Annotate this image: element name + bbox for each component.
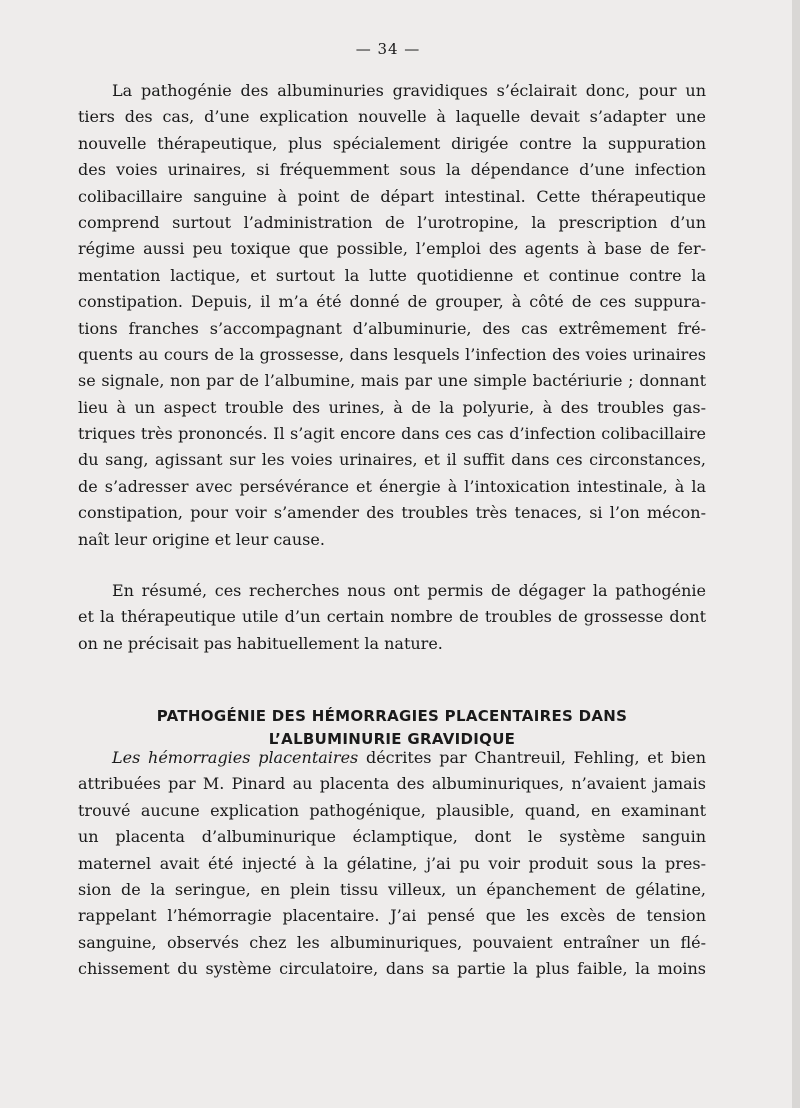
- text-line: La pathogénie des albuminuries gravidiques s’éclairait donc, pour un: [112, 81, 706, 100]
- page-number: — 34 —: [355, 40, 421, 58]
- text-line: trouvé aucune explication pathogénique, plausible, quand, en examinant: [78, 800, 706, 820]
- section-heading-line-1: PATHOGÉNIE DES HÉMORRAGIES PLACENTAIRES DANS: [156, 707, 628, 725]
- text-line: naît leur origine et leur cause.: [78, 529, 325, 549]
- paragraph-resume: [78, 578, 706, 657]
- text-line: colibacillaire sanguine à point de départ intestinal. Cette thérapeutique: [78, 186, 706, 206]
- text-line: nouvelle thérapeutique, plus spécialement dirigée contre la suppuration: [78, 133, 706, 153]
- text-line: régime aussi peu toxique que possible, l’emploi des agents à base de fer-: [78, 239, 706, 259]
- text-line: constipation, pour voir s’amender des troubles très tenaces, si l’on mécon-: [78, 503, 706, 523]
- page-edge-shadow: [792, 0, 800, 1108]
- text-line: maternel avait été injecté à la gélatine, j’ai pu voir produit sous la pres-: [78, 853, 706, 873]
- text-line: du sang, agissant sur les voies urinaires, et il suffit dans ces circonstances,: [78, 450, 706, 470]
- text-line: tiers des cas, d’une explication nouvelle à laquelle devait s’adapter une: [78, 107, 706, 127]
- text-line: sion de la seringue, en plein tissu villeux, un épanchement de gélatine,: [78, 879, 706, 899]
- text-line: comprend surtout l’administration de l’urotropine, la prescription d’un: [78, 212, 706, 232]
- text-line: rappelant l’hémorragie placentaire. J’ai pensé que les excès de tension: [78, 906, 706, 926]
- text-line: constipation. Depuis, il m’a été donné de grouper, à côté de ces suppura-: [78, 292, 706, 312]
- text-line: un placenta d’albuminurique éclamptique, dont le système sanguin: [78, 827, 706, 847]
- text-line: tions franches s’accompagnant d’albuminurie, des cas extrêmement fré-: [78, 318, 706, 338]
- text-line: chissement du système circulatoire, dans sa partie la plus faible, la moins: [78, 959, 706, 979]
- text-line: des voies urinaires, si fréquemment sous la dépendance d’une infection: [78, 160, 706, 180]
- text-line: En résumé, ces recherches nous ont permis de dégager la pathogénie: [112, 581, 706, 600]
- text-line: et la thérapeutique utile d’un certain nombre de troubles de grossesse dont: [78, 607, 706, 627]
- text-line: mentation lactique, et surtout la lutte quotidienne et continue contre la: [78, 265, 706, 285]
- text-line: de s’adresser avec persévérance et énergie à l’intoxication intestinale, à la: [78, 476, 706, 496]
- italic-phrase: Les hémorragies placentaires: [112, 748, 359, 767]
- text-line: on ne précisait pas habituellement la nature.: [78, 633, 443, 653]
- text-fragment: décrites par Chantreuil, Fehling, et bien: [358, 748, 706, 767]
- text-line: se signale, non par de l’albumine, mais par une simple bactériurie ; donnant: [78, 371, 706, 391]
- text-line-first: [78, 745, 706, 771]
- text-line: sanguine, observés chez les albuminuriques, pouvaient entraîner un flé-: [78, 932, 706, 952]
- text-line: quents au cours de la grossesse, dans lesquels l’infection des voies urinaires: [78, 344, 706, 364]
- paragraph-pathogenie-albuminuries: [78, 78, 706, 553]
- section-heading-line-2: L’ALBUMINURIE GRAVIDIQUE: [268, 730, 516, 748]
- text-line: attribuées par M. Pinard au placenta des albuminuriques, n’avaient jamais: [78, 774, 706, 794]
- text-line: triques très prononcés. Il s’agit encore dans ces cas d’infection colibacillaire: [78, 424, 706, 444]
- paragraph-hemorragies-placentaires: [78, 745, 706, 983]
- text-line: lieu à un aspect trouble des urines, à de la polyurie, à des troubles gas-: [78, 397, 706, 417]
